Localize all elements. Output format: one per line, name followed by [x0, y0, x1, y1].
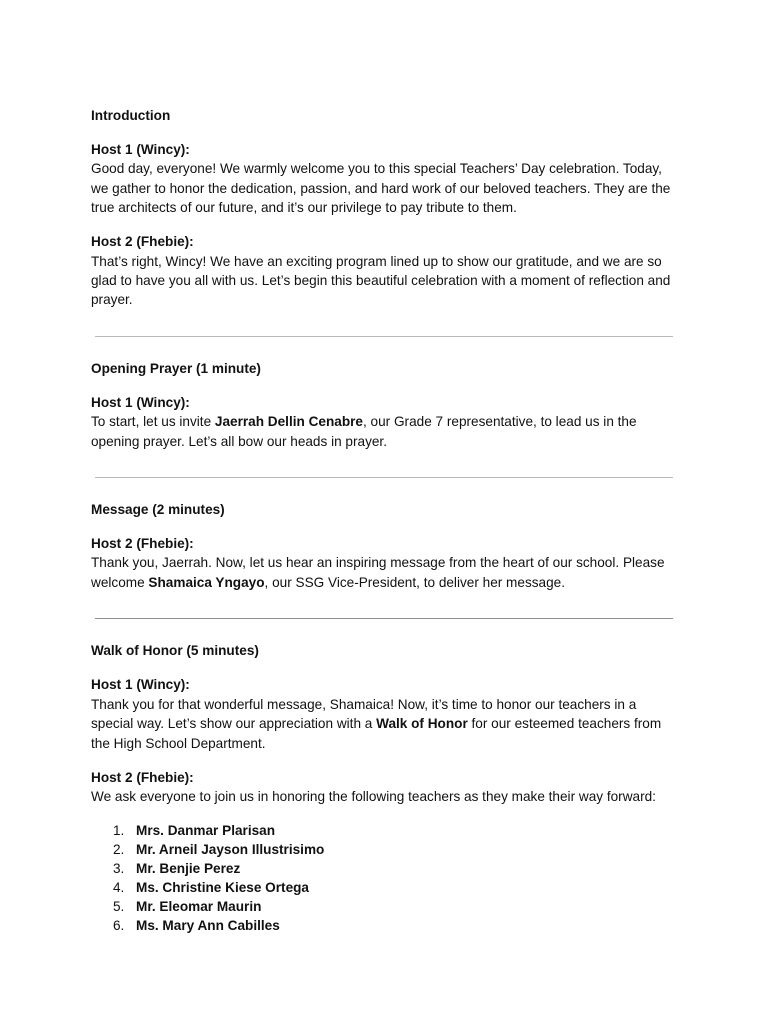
teacher-name: Mrs. Danmar Plarisan	[136, 822, 276, 838]
speaker-host-1: Host 1 (Wincy):	[91, 677, 190, 693]
section-title-introduction: Introduction	[91, 108, 171, 123]
speaker-host-2: Host 2 (Fhebie):	[91, 234, 194, 250]
teacher-name: Mr. Benjie Perez	[136, 861, 241, 877]
list-item-number: 2.	[113, 842, 125, 857]
walk-text-before: Thank you for that wonderful message, Shamaica! Now, it’s time to honor our teachers in a special way. Let’s show our appreciation with a	[91, 696, 637, 732]
speaker-host-2: Host 2 (Fhebie):	[91, 536, 194, 552]
list-item	[91, 897, 681, 916]
teacher-name: Ms. Mary Ann Cabilles	[136, 918, 280, 934]
walk-text-after: for our esteemed teachers from the High School Department.	[91, 716, 662, 751]
introduction-section	[91, 106, 681, 310]
teacher-name: Mr. Arneil Jayson Illustrisimo	[136, 842, 325, 857]
message-paragraph	[91, 553, 681, 592]
list-item	[91, 840, 681, 859]
message-section	[91, 500, 681, 592]
prayer-text-before: To start, let us invite	[91, 414, 215, 430]
message-text-before: Thank you, Jaerrah. Now, let us hear an inspiring message from the heart of our school. Please welcome	[91, 555, 665, 590]
walk-host2-paragraph: We ask everyone to join us in honoring the following teachers as they make their way forward:	[91, 788, 656, 804]
list-item	[91, 859, 681, 878]
prayer-paragraph	[91, 412, 681, 451]
intro-host1-paragraph: Good day, everyone! We warmly welcome you to this special Teachers’ Day celebration. Today, we gather to honor the dedication, passion, and hard work of our beloved teachers. They are the true architects of our future, and it’s our privilege to pay tribute to them.	[91, 161, 671, 216]
teacher-name: Mr. Eleomar Maurin	[136, 899, 262, 915]
message-speaker-name: Shamaica Yngayo	[148, 574, 265, 590]
teacher-name: Ms. Christine Kiese Ortega	[136, 880, 309, 896]
prayer-representative-name: Jaerrah Dellin Cenabre	[214, 414, 363, 430]
list-item-number: 4.	[113, 880, 125, 896]
prayer-text-after: , our Grade 7 representative, to lead us in the opening prayer. Let’s all bow our heads in prayer.	[91, 414, 637, 449]
list-item-number: 5.	[113, 899, 125, 915]
list-item	[91, 916, 681, 935]
walk-of-honor-highlight: Walk of Honor	[376, 716, 468, 732]
list-item-number: 1.	[113, 822, 125, 838]
walk-of-honor-section	[91, 641, 681, 935]
document-page	[91, 106, 681, 935]
section-divider	[95, 336, 673, 337]
speaker-host-1: Host 1 (Wincy):	[91, 142, 190, 157]
intro-host2-paragraph: That’s right, Wincy! We have an exciting program lined up to show our gratitude, and we are so glad to have you all with us. Let’s begin this beautiful celebration with a moment of reflection and prayer.	[91, 253, 671, 308]
speaker-host-1: Host 1 (Wincy):	[91, 394, 190, 410]
section-title-walk-of-honor: Walk of Honor (5 minutes)	[91, 643, 259, 659]
list-item	[91, 878, 681, 897]
section-divider	[95, 477, 673, 478]
section-title-opening-prayer: Opening Prayer (1 minute)	[91, 360, 261, 376]
message-text-after: , our SSG Vice-President, to deliver her message.	[264, 574, 565, 590]
walk-host1-paragraph	[91, 695, 681, 753]
speaker-host-2: Host 2 (Fhebie):	[91, 769, 194, 785]
opening-prayer-section	[91, 359, 681, 451]
teachers-list	[91, 821, 681, 936]
section-divider	[95, 618, 673, 619]
list-item-number: 6.	[113, 918, 125, 934]
list-item-number: 3.	[113, 861, 125, 877]
list-item	[91, 821, 681, 840]
section-title-message: Message (2 minutes)	[91, 502, 225, 518]
